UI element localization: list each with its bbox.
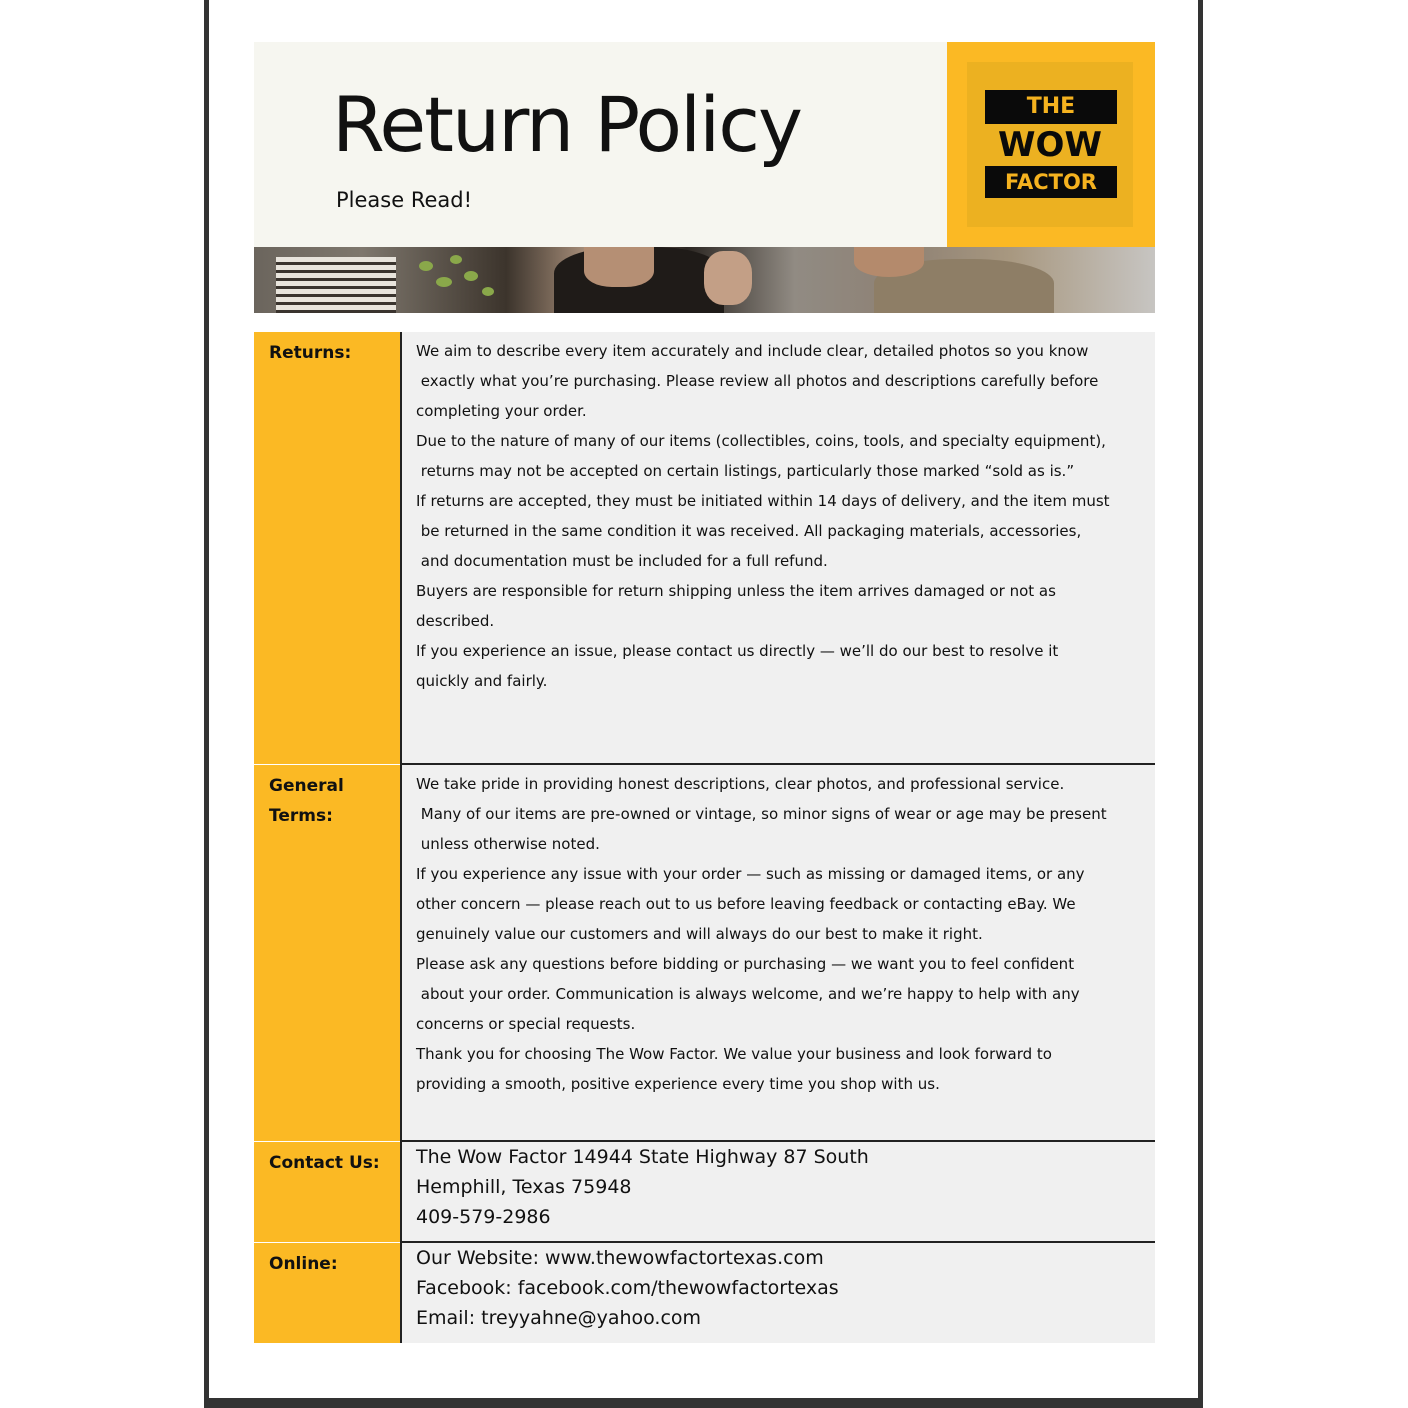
returns-section: [254, 332, 1155, 764]
returns-label-column: [254, 332, 400, 764]
brand-logo: [947, 42, 1155, 247]
online-label: Online:: [269, 1254, 338, 1274]
website-link[interactable]: Our Website: www.thewowfactortexas.com: [416, 1247, 824, 1269]
general-terms-text-line: Many of our items are pre-owned or vintage, so minor signs of wear or age may be present: [416, 805, 1107, 823]
contact-text: [416, 1142, 1151, 1232]
returns-text-line: returns may not be accepted on certain listings, particularly those marked “sold as is.”: [416, 462, 1075, 480]
plant-leaf-image: [419, 261, 433, 271]
online-section: [254, 1243, 1155, 1343]
returns-content: [402, 332, 1155, 764]
online-text: [416, 1243, 1151, 1333]
general-terms-content: [402, 765, 1155, 1141]
page-title: Return Policy: [332, 80, 801, 169]
hand-gesture-image: [704, 251, 752, 305]
email-link[interactable]: Email: treyyahne@yahoo.com: [416, 1307, 702, 1329]
books-stack-image: [276, 257, 396, 313]
plant-leaf-image: [450, 255, 462, 264]
returns-text: [416, 336, 1151, 696]
returns-text-line: If you experience an issue, please contact us directly — we’ll do our best to resolve it: [416, 642, 1059, 660]
plant-leaf-image: [464, 271, 478, 281]
general-terms-text-line: We take pride in providing honest descriptions, clear photos, and professional service.: [416, 775, 1065, 793]
general-terms-text-line: providing a smooth, positive experience every time you shop with us.: [416, 1075, 940, 1093]
returns-text-line: If returns are accepted, they must be initiated within 14 days of delivery, and the item must: [416, 492, 1110, 510]
returns-text-line: Buyers are responsible for return shipping unless the item arrives damaged or not as: [416, 582, 1056, 600]
contact-label: Contact Us:: [269, 1153, 380, 1173]
general-terms-text-line: concerns or special requests.: [416, 1015, 636, 1033]
facebook-link[interactable]: Facebook: facebook.com/thewowfactortexas: [416, 1277, 839, 1299]
returns-text-line: completing your order.: [416, 402, 587, 420]
page-border-bottom: [204, 1398, 1203, 1408]
face-left-image: [584, 247, 654, 287]
returns-text-line: quickly and fairly.: [416, 672, 548, 690]
plant-leaf-image: [436, 277, 452, 287]
returns-text-line: Due to the nature of many of our items (collectibles, coins, tools, and specialty equipment),: [416, 432, 1106, 450]
online-content: [402, 1243, 1155, 1343]
header-banner: [254, 42, 947, 247]
header-photo: [254, 247, 1155, 313]
returns-text-line: described.: [416, 612, 495, 630]
page-subtitle: Please Read!: [336, 188, 473, 212]
contact-content: [402, 1142, 1155, 1242]
returns-text-line: and documentation must be included for a full refund.: [416, 552, 828, 570]
general-terms-text-line: genuinely value our customers and will always do our best to make it right.: [416, 925, 983, 943]
returns-text-line: We aim to describe every item accurately and include clear, detailed photos so you know: [416, 342, 1089, 360]
plant-leaf-image: [482, 287, 494, 296]
returns-text-line: be returned in the same condition it was received. All packaging materials, accessories,: [416, 522, 1082, 540]
contact-business-address: The Wow Factor 14944 State Highway 87 South: [416, 1146, 869, 1168]
page-border-left: [204, 0, 209, 1408]
returns-text-line: exactly what you’re purchasing. Please review all photos and descriptions carefully before: [416, 372, 1099, 390]
general-terms-text-line: Thank you for choosing The Wow Factor. We value your business and look forward to: [416, 1045, 1052, 1063]
face-right-image: [854, 247, 924, 277]
contact-label-column: [254, 1142, 400, 1242]
page-border-right: [1198, 0, 1203, 1408]
contact-phone[interactable]: 409-579-2986: [416, 1206, 551, 1228]
contact-section: [254, 1142, 1155, 1242]
general-terms-text-line: about your order. Communication is always welcome, and we’re happy to help with any: [416, 985, 1080, 1003]
general-terms-text-line: Please ask any questions before bidding or purchasing — we want you to feel confident: [416, 955, 1075, 973]
general-terms-label: General Terms:: [269, 776, 344, 826]
logo-line-the: THE: [985, 90, 1117, 124]
general-terms-text-line: If you experience any issue with your order — such as missing or damaged items, or any: [416, 865, 1085, 883]
returns-label: Returns:: [269, 343, 352, 363]
contact-city: Hemphill, Texas 75948: [416, 1176, 632, 1198]
general-terms-section: [254, 765, 1155, 1141]
logo-panel: [967, 62, 1133, 227]
logo-line-wow: WOW: [998, 125, 1102, 165]
general-terms-text-line: unless otherwise noted.: [416, 835, 600, 853]
online-label-column: [254, 1243, 400, 1343]
general-terms-text: [416, 769, 1151, 1099]
general-terms-text-line: other concern — please reach out to us before leaving feedback or contacting eBay. We: [416, 895, 1076, 913]
logo-line-factor: FACTOR: [985, 166, 1117, 198]
general-terms-label-column: [254, 765, 400, 1141]
